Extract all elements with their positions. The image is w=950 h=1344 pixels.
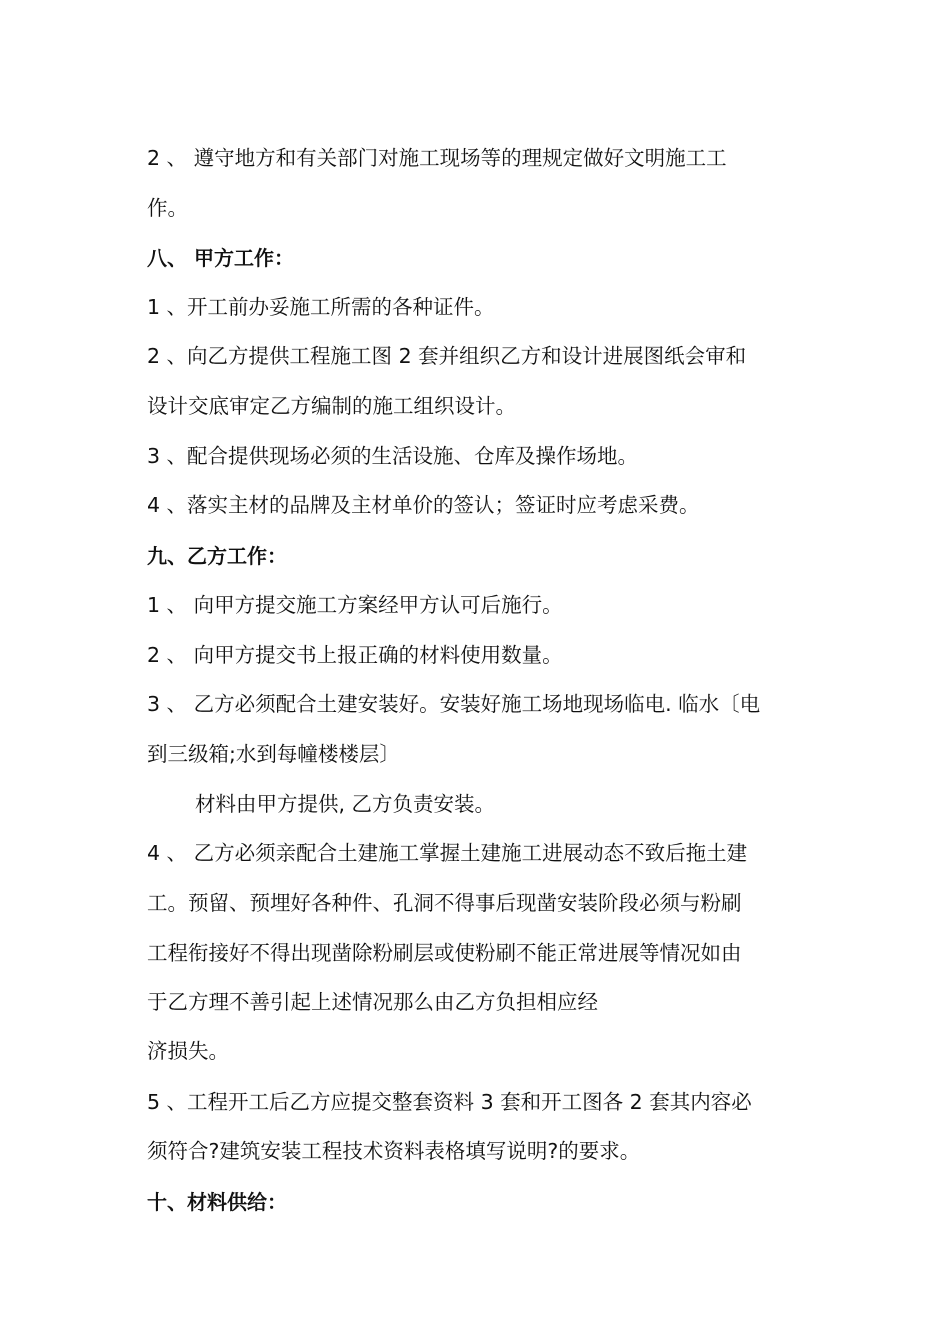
text-line: 工程衔接好不得出现凿除粉刷层或使粉刷不能正常进展等情况如由 [147,941,742,965]
text-line: 设计交底审定乙方编制的施工组织设计。 [147,394,516,418]
text-line: 4 、 乙方必须亲配合土建施工掌握土建施工进展动态不致后拖土建 [147,841,748,865]
section-heading-9: 九、乙方工作： [147,544,287,568]
text-line: 工。预留、预埋好各种件、孔洞不得事后现凿安装阶段必须与粉刷 [147,891,742,915]
text-line: 5 、工程开工后乙方应提交整套资料 3 套和开工图各 2 套其内容必 [147,1090,752,1114]
text-line: 1 、 向甲方提交施工方案经甲方认可后施行。 [147,593,563,617]
section-heading-8: 八、 甲方工作： [147,246,294,270]
text-line: 材料由甲方提供, 乙方负责安装。 [195,792,496,816]
section-heading-10: 十、材料供给： [147,1190,287,1214]
text-line: 4 、落实主材的品牌及主材单价的签认；签证时应考虑采费。 [147,493,700,517]
text-line: 作。 [147,196,188,220]
text-line: 济损失。 [147,1039,229,1063]
text-line: 3 、 乙方必须配合土建安装好。安装好施工场地现场临电. 临水〔电 [147,692,761,716]
text-line: 须符合?建筑安装工程技术资料表格填写说明?的要求。 [147,1139,641,1163]
text-line: 2 、 向甲方提交书上报正确的材料使用数量。 [147,643,563,667]
text-line: 3 、配合提供现场必须的生活设施、仓库及操作场地。 [147,444,639,468]
text-line: 到三级箱;水到每幢楼楼层〕 [147,742,400,766]
text-line: 1 、开工前办妥施工所需的各种证件。 [147,295,495,319]
text-line: 于乙方理不善引起上述情况那么由乙方负担相应经 [147,990,598,1014]
text-line: 2 、向乙方提供工程施工图 2 套并组织乙方和设计进展图纸会审和 [147,344,747,368]
text-line: 2 、 遵守地方和有关部门对施工现场等的理规定做好文明施工工 [147,146,727,170]
